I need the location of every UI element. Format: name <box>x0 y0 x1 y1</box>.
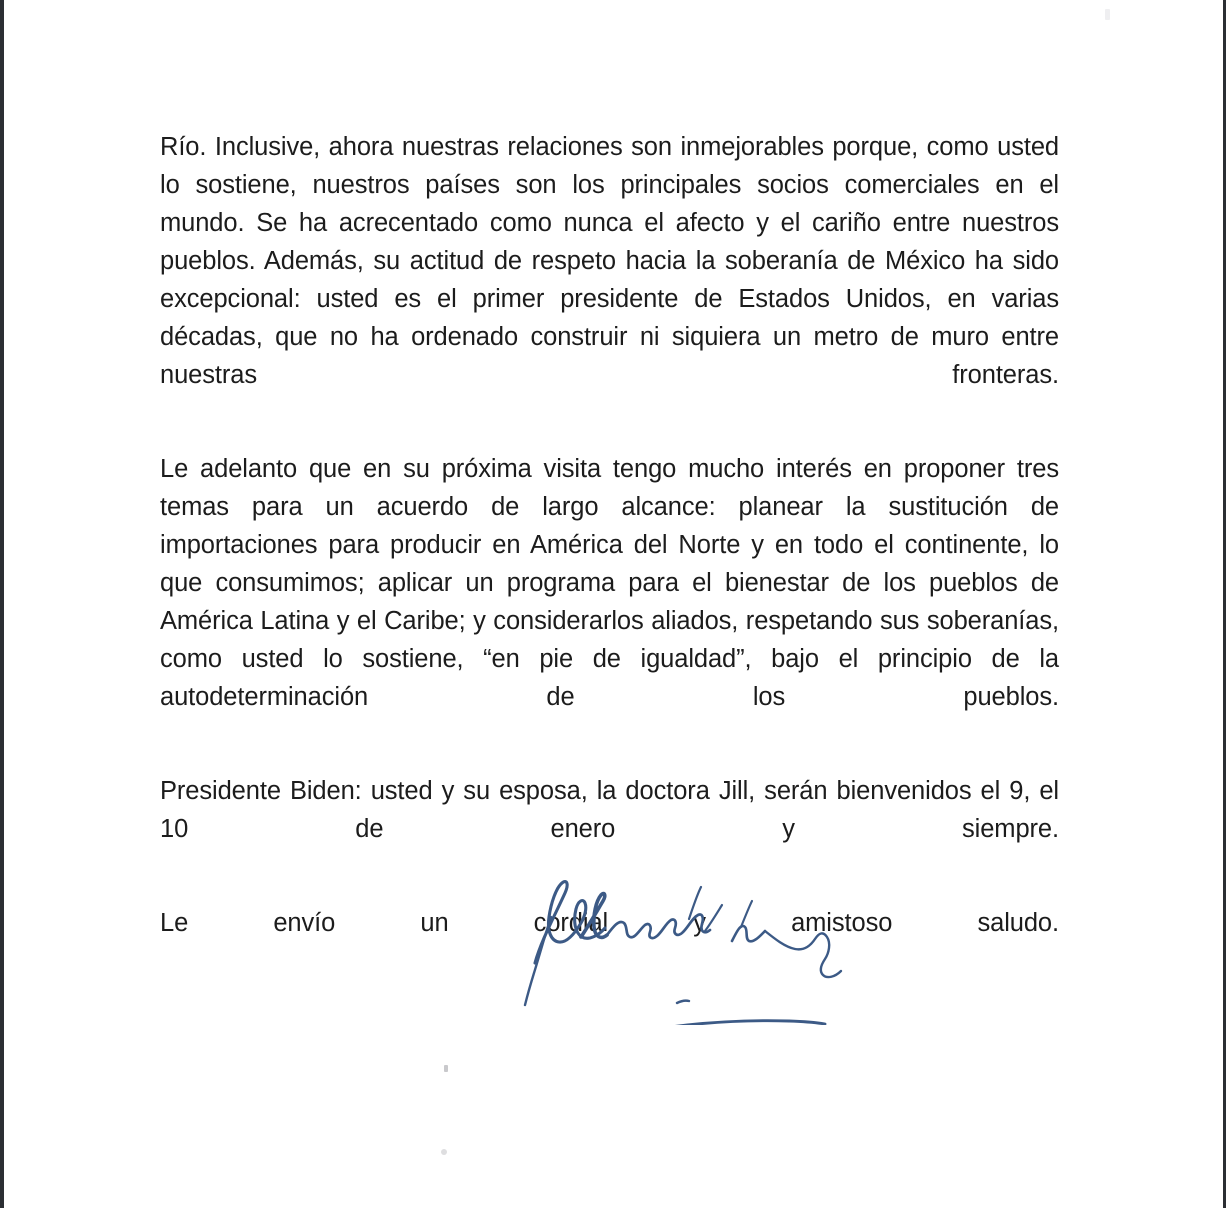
scan-speck <box>1105 9 1110 20</box>
scan-speck <box>444 1065 448 1072</box>
signature <box>489 845 889 1025</box>
signature-ink <box>489 845 889 1025</box>
scan-speck <box>441 1149 447 1155</box>
scan-edge-left <box>0 0 4 1208</box>
letter-paragraph: Río. Inclusive, ahora nuestras relaciones son inmejorables porque, como usted lo sostiene, nuestros países son los principales socios comerciales en el mundo. Se ha acrecentado como nunca el afecto y el cariño entre nuestros pueblos. Además, su actitud de respeto hacia la soberanía de México ha sido excepcional: usted es el primer presidente de Estados Unidos, en varias décadas, que no ha ordenado construir ni siquiera un metro de muro entre nuestras fronteras. <box>160 133 1059 389</box>
letter-paragraph: Le envío un cordial y amistoso saludo. <box>160 909 1059 937</box>
letter-paragraph: Presidente Biden: usted y su esposa, la doctora Jill, serán bienvenidos el 9, el 10 de enero y siempre. <box>160 777 1059 843</box>
letter-paragraph: Le adelanto que en su próxima visita tengo mucho interés en proponer tres temas para un acuerdo de largo alcance: planear la sustitución de importaciones para producir en América del Norte y en todo el continente, lo que consumimos; aplicar un programa para el bienestar de los pueblos de América Latina y el Caribe; y considerarlos aliados, respetando sus soberanías, como usted lo sostiene, “en pie de igualdad”, bajo el principio de la autodeterminación de los pueblos. <box>160 455 1059 711</box>
